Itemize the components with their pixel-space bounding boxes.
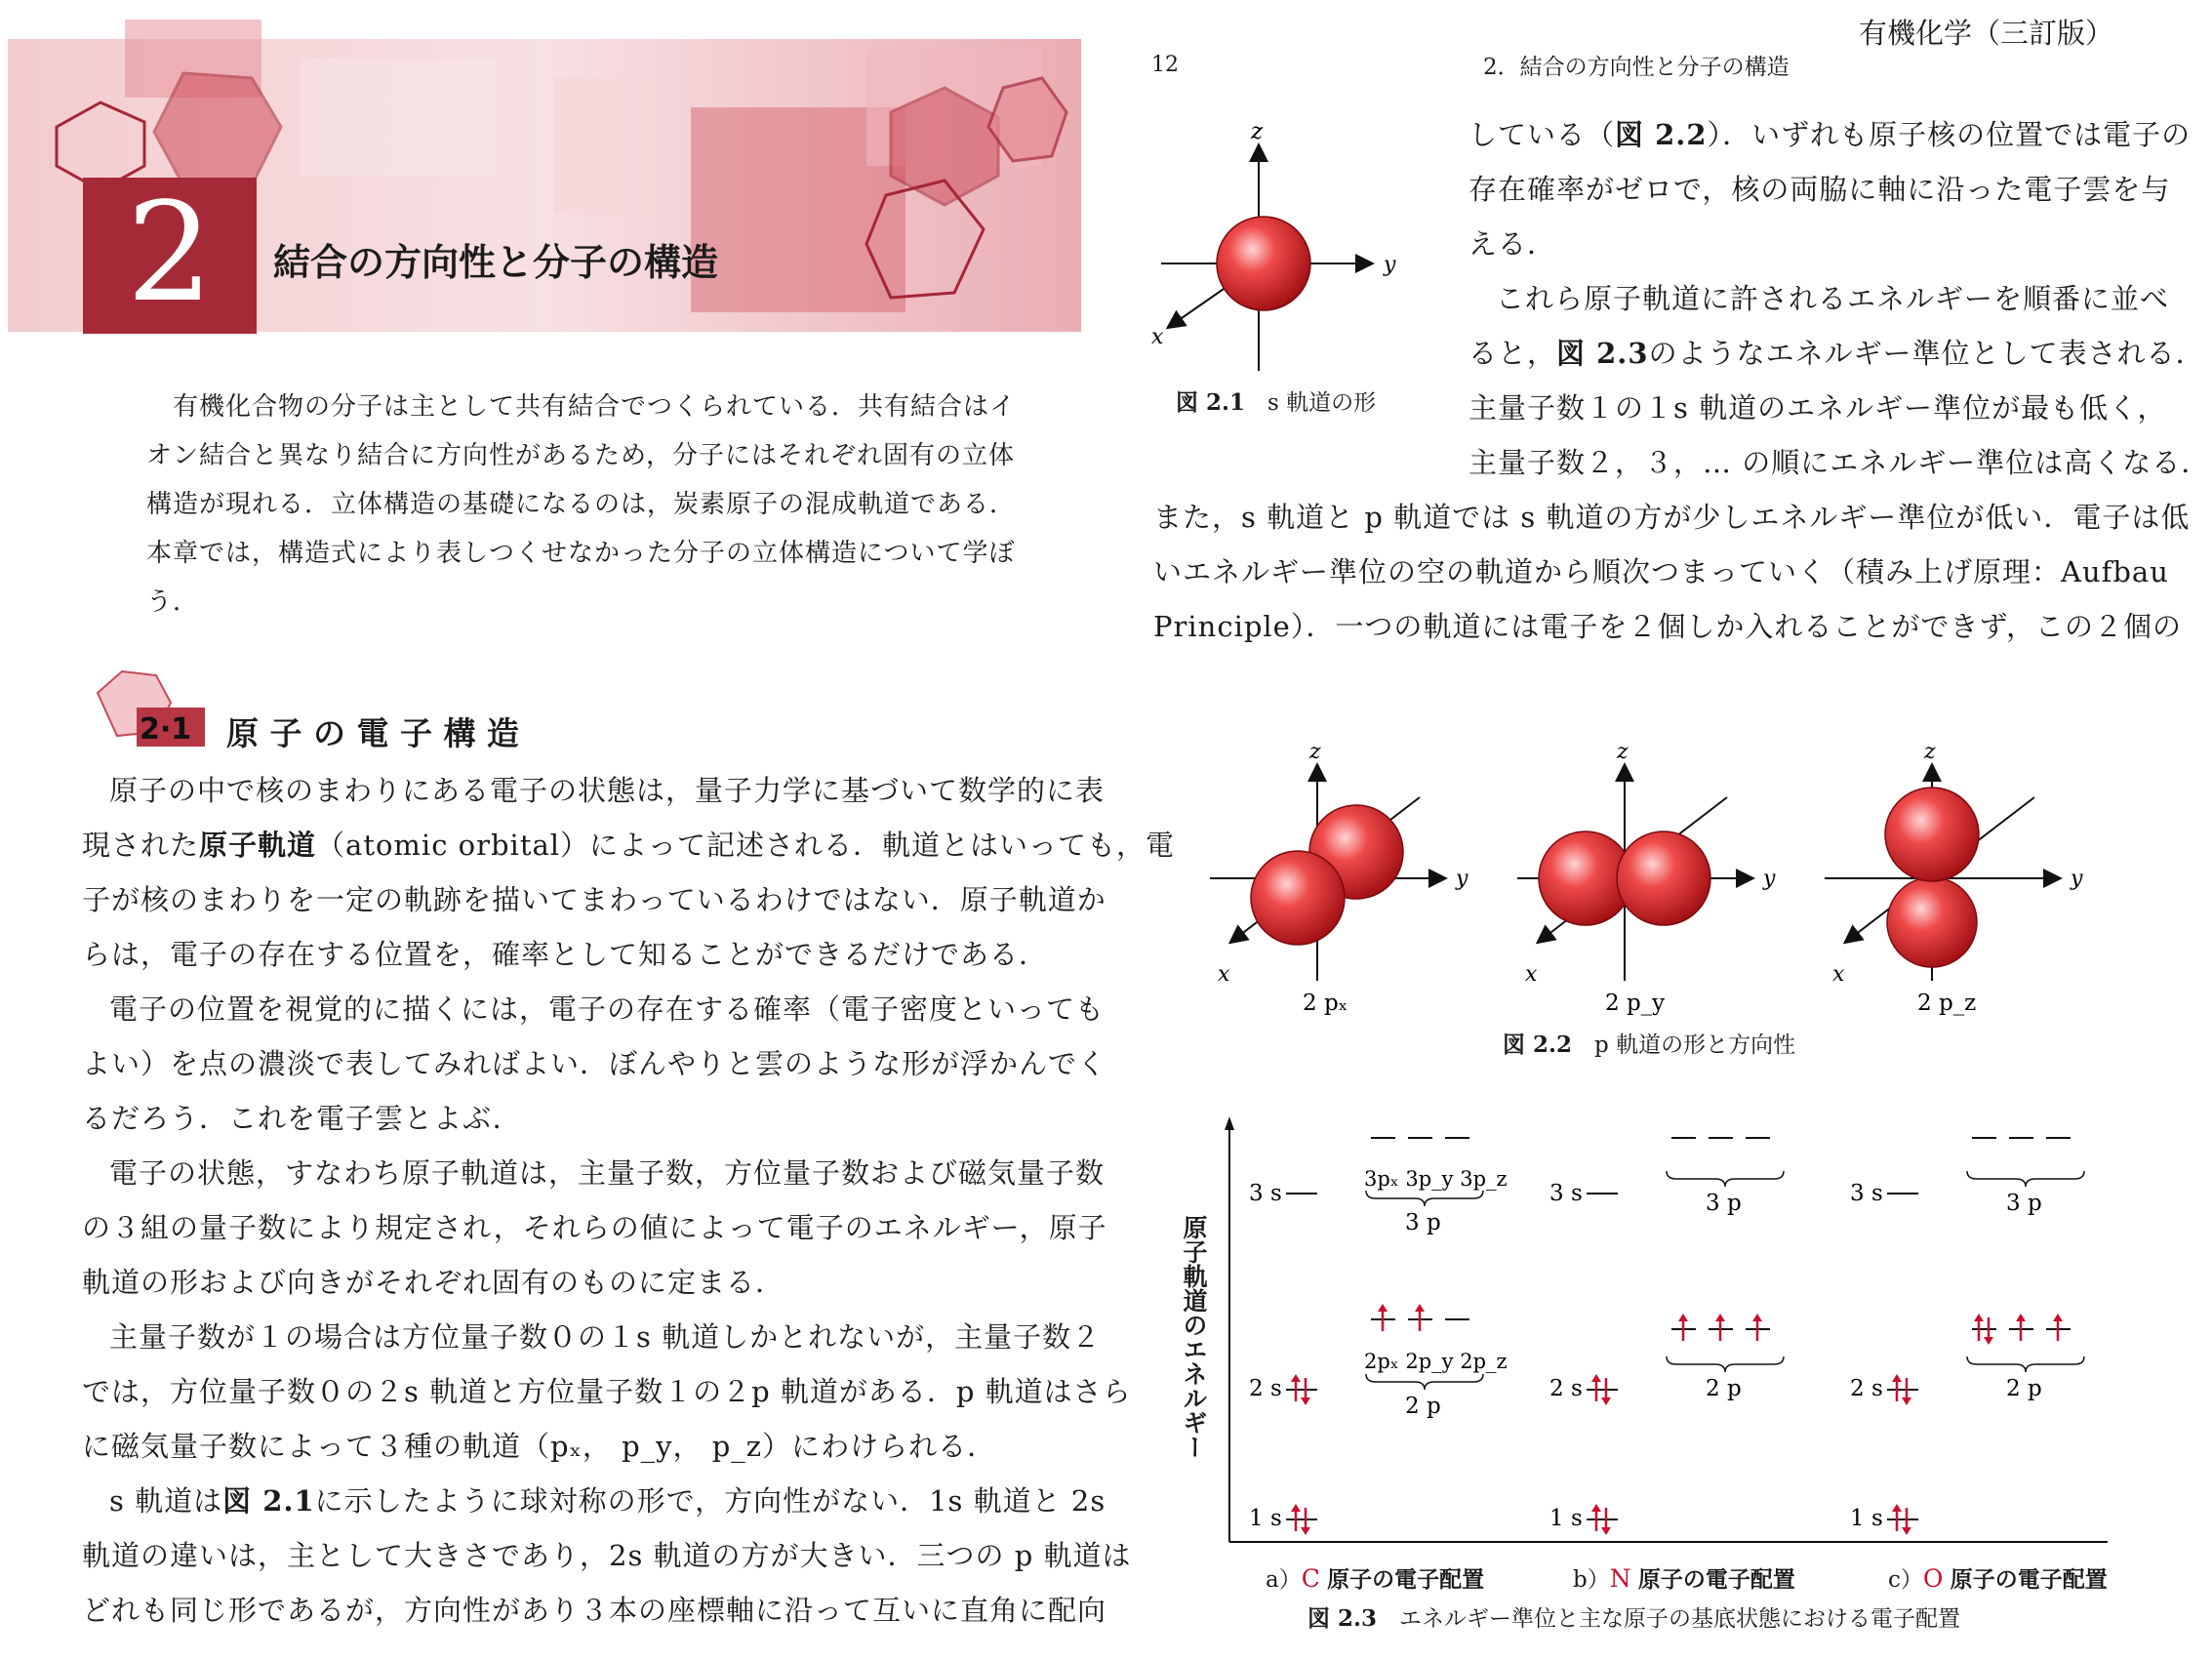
body-line: の３組の量子数により規定され，それらの値によって電子のエネルギー，原子 [82, 1211, 1107, 1244]
right-body-text-top [1468, 107, 2210, 490]
svg-text:z: z [1924, 740, 1936, 764]
svg-text:3 p: 3 p [1706, 1191, 1742, 1216]
figure-2-3-energy-levels [1171, 1113, 2147, 1571]
svg-text:2 p: 2 p [1706, 1376, 1742, 1401]
body-line: らは，電子の存在する位置を，確率として知ることができるだけである． [82, 938, 1049, 971]
body-line: 存在確率がゼロで，核の両脇に軸に沿った電子雲を与 [1468, 173, 2171, 206]
figure-2-1-caption: 図 2.1 s 軌道の形 [1176, 389, 1377, 416]
right-body-text-full [1153, 490, 2190, 654]
body-line: 電子の状態，すなわち原子軌道は，主量子数，方位量子数および磁気量子数 [109, 1156, 1106, 1190]
intro-line: オン結合と異なり結合に方向性があるため，分子にはそれぞれ固有の立体 [146, 441, 1015, 470]
body-line: 軌道の形および向きがそれぞれ固有のものに定まる． [82, 1266, 785, 1299]
figure-2-1-s-orbital [1142, 117, 1415, 390]
svg-text:3 s: 3 s [1249, 1181, 1282, 1206]
body-line: に磁気量子数によって３種の軌道（pₓ， p_y， p_z）にわけられる． [82, 1430, 997, 1463]
panel-b-caption: b）N 原子の電子配置 [1573, 1564, 1795, 1593]
body-line: 子が核のまわりを一定の軌跡を描いてまわっているわけではない．原子軌道か [82, 883, 1106, 916]
section-number: 2·1 [140, 712, 192, 747]
svg-text:y: y [1763, 867, 1776, 891]
axis-y-label: y [1384, 253, 1396, 277]
axis-x-label: x [1151, 325, 1164, 349]
svg-text:y: y [1456, 867, 1468, 891]
body-line: 主量子数が１の場合は方位量子数０の１s 軌道しかとれないが，主量子数２ [109, 1320, 1102, 1354]
svg-text:2 s: 2 s [1249, 1376, 1282, 1401]
svg-text:x: x [1525, 962, 1538, 987]
svg-text:z: z [1617, 740, 1629, 764]
svg-text:y: y [2071, 867, 2083, 891]
body-line: よい）を点の濃淡で表してみればよい．ぼんやりと雲のような形が浮かんでく [82, 1047, 1107, 1080]
figure-2-2-caption: 図 2.2 p 軌道の形と方向性 [1503, 1032, 1796, 1058]
svg-text:3 s: 3 s [1549, 1181, 1583, 1206]
body-line: 主量子数１の１s 軌道のエネルギー準位が最も低く， [1468, 391, 2167, 425]
body-line: Principle）．一つの軌道には電子を２個しか入れることができず，この２個の [1153, 610, 2183, 643]
chapter-number: 2 [126, 174, 214, 333]
body-line: るだろう．これを電子雲とよぶ． [82, 1102, 522, 1135]
section-title: 原 子 の 電 子 構 造 [226, 714, 519, 752]
panel-c-caption: c）O 原子の電子配置 [1888, 1564, 2108, 1593]
figure-2-2-p-orbitals [1200, 737, 2108, 1020]
panel-carbon [1249, 1138, 1508, 1535]
intro-line: 本章では，構造式により表しつくせなかった分子の立体構造について学ぼ [146, 539, 1016, 568]
fig-ref: 図 2.2 [1615, 118, 1708, 151]
intro-line: 構造が現れる．立体構造の基礎になるのは，炭素原子の混成軌道である． [146, 490, 1017, 519]
panel-a-caption: a）C 原子の電子配置 [1266, 1564, 1485, 1593]
axis-z-label: z [1251, 119, 1264, 144]
orbital-2px-group [1210, 740, 1468, 1016]
svg-text:1 s: 1 s [1549, 1506, 1583, 1531]
svg-text:2 p: 2 p [1405, 1394, 1441, 1419]
svg-text:2 s: 2 s [1850, 1376, 1883, 1401]
label-2px: 2 pₓ [1303, 991, 1348, 1016]
fig-ref: 図 2.1 [222, 1484, 315, 1518]
body-line: また，s 軌道と p 軌道では s 軌道の方が少しエネルギー準位が低い．電子は低 [1153, 501, 2191, 534]
svg-text:2 p: 2 p [2006, 1376, 2042, 1401]
body-line: 電子の位置を視覚的に描くには，電子の存在する確率（電子密度といっても [109, 992, 1106, 1026]
body-line: では，方位量子数０の２s 軌道と方位量子数１の２p 軌道がある．p 軌道はさら [82, 1375, 1132, 1408]
body-line: ると，図 2.3のようなエネルギー準位として表される． [1468, 337, 2205, 370]
body-line: 現された原子軌道（atomic orbital）によって記述される．軌道とはいっても，電 [82, 829, 1176, 862]
svg-text:x: x [1832, 962, 1845, 987]
svg-text:3 s: 3 s [1850, 1181, 1883, 1206]
svg-text:2pₓ 2p_y 2p_z: 2pₓ 2p_y 2p_z [1364, 1350, 1508, 1373]
intro-line: 有機化合物の分子は主として共有結合でつくられている．共有結合はイ [173, 392, 1017, 422]
body-line: どれも同じ形であるが，方向性があり３本の座標軸に沿って互いに直角に配向 [82, 1594, 1107, 1627]
fig-ref: 図 2.3 [1556, 337, 1649, 370]
body-line: これら原子軌道に許されるエネルギーを順番に並べ [1496, 282, 2170, 315]
energy-axis-label: 原子軌道のエネルギー [1180, 1215, 1208, 1459]
svg-text:3 p: 3 p [2006, 1191, 2042, 1216]
orbital-2pz-group [1825, 740, 2083, 1016]
svg-text:1 s: 1 s [1850, 1506, 1883, 1531]
intro-line: う． [146, 587, 200, 617]
svg-text:3 p: 3 p [1405, 1210, 1441, 1235]
figure-2-3-caption: 図 2.3 エネルギー準位と主な原子の基底状態における電子配置 [1307, 1605, 1961, 1632]
chapter-intro [146, 383, 1016, 627]
svg-text:x: x [1218, 962, 1230, 987]
svg-text:3pₓ 3p_y 3p_z: 3pₓ 3p_y 3p_z [1364, 1167, 1508, 1191]
svg-text:z: z [1309, 740, 1321, 764]
panel-oxygen [1850, 1138, 2084, 1535]
body-line: いエネルギー準位の空の軌道から順次つまっていく（積み上げ原理：Aufbau [1153, 555, 2169, 588]
page-number: 12 [1151, 53, 1179, 77]
term-atomic-orbital: 原子軌道 [199, 829, 317, 862]
label-2py: 2 p_y [1605, 991, 1666, 1016]
chapter-title: 結合の方向性と分子の構造 [273, 241, 719, 284]
body-line: 主量子数２，３，… の順にエネルギー準位は高くなる． [1468, 446, 2211, 479]
running-head: 2．結合の方向性と分子の構造 [1483, 55, 1790, 80]
body-line: s 軌道は図 2.1に示したように球対称の形で，方向性がない．1s 軌道と 2s [109, 1484, 1106, 1518]
book-title: 有機化学（三訂版） [1859, 17, 2114, 50]
orbital-2py-group [1517, 740, 1776, 1016]
body-line: 原子の中で核のまわりにある電子の状態は，量子力学に基づいて数学的に表 [109, 774, 1106, 807]
panel-nitrogen [1549, 1138, 1784, 1535]
left-body-text [82, 763, 1175, 1638]
body-line: 軌道の違いは，主として大きさであり，2s 軌道の方が大きい．三つの p 軌道は [82, 1539, 1132, 1572]
svg-text:2 s: 2 s [1549, 1376, 1583, 1401]
body-line: える． [1468, 227, 1557, 261]
svg-text:1 s: 1 s [1249, 1506, 1282, 1531]
body-line: している（図 2.2）．いずれも原子核の位置では電子の [1468, 118, 2192, 151]
label-2pz: 2 p_z [1917, 991, 1977, 1016]
